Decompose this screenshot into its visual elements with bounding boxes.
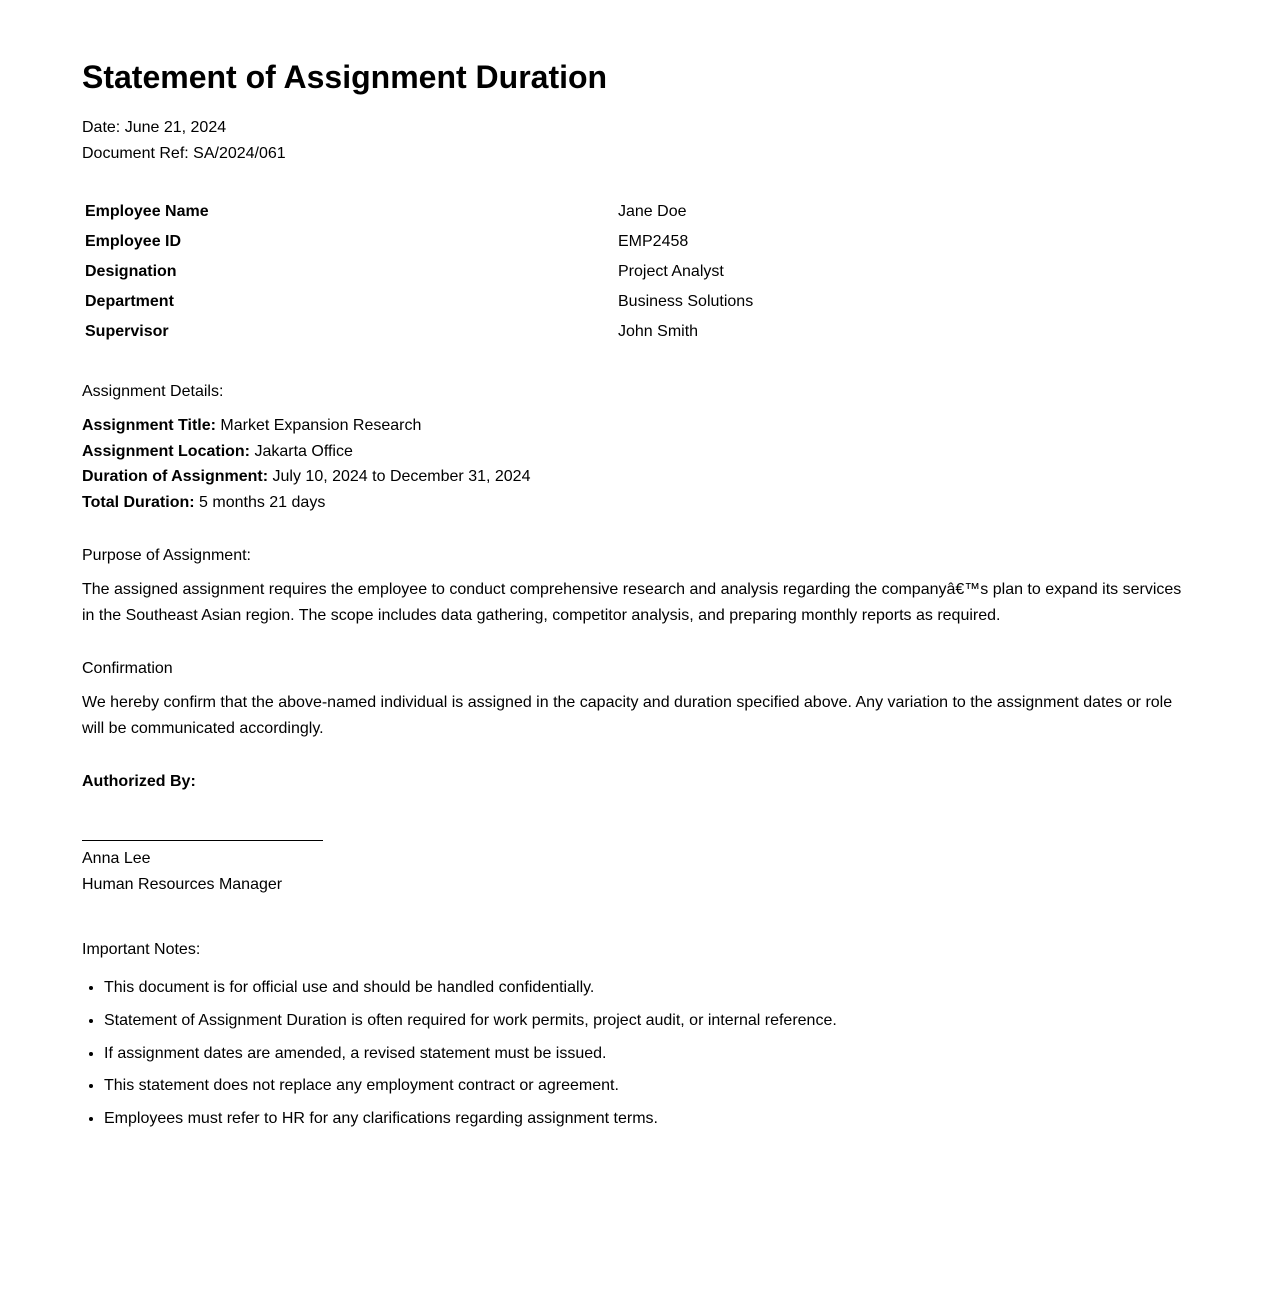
purpose-heading: Purpose of Assignment: xyxy=(82,547,251,564)
assignment-title-value: Market Expansion Research xyxy=(215,417,422,434)
designation-label: Designation xyxy=(85,263,177,280)
table-row xyxy=(85,257,1189,287)
assignment-duration-label: Duration of Assignment: xyxy=(82,468,269,486)
assignment-location-line xyxy=(82,439,530,465)
signer-block xyxy=(82,846,282,897)
list-item: • Statement of Assignment Duration is often required for work permits, project audit, or internal reference. xyxy=(104,1010,837,1032)
assignment-title-label: Assignment Title: xyxy=(82,417,216,434)
assignment-duration-value: July 10, 2024 to December 31, 2024 xyxy=(268,468,531,486)
employee-name-value: Jane Doe xyxy=(618,203,687,220)
signer-title: Human Resources Manager xyxy=(82,875,283,893)
confirmation-heading: Confirmation xyxy=(82,660,173,677)
employee-info-table xyxy=(82,197,1192,347)
assignment-title-line xyxy=(82,413,530,439)
employee-id-value: EMP2458 xyxy=(618,233,689,250)
signature-line xyxy=(82,840,323,841)
list-item: • Employees must refer to HR for any clarifications regarding assignment terms. xyxy=(104,1108,837,1130)
authorized-by-heading: Authorized By: xyxy=(82,773,196,790)
assignment-details xyxy=(82,413,530,516)
important-notes-heading: Important Notes: xyxy=(82,941,201,958)
designation-value: Project Analyst xyxy=(618,263,724,280)
confirmation-text: We hereby confirm that the above-named individual is assigned in the capacity and duration specified above. Any variation to the assignment dates or role will be communicated accordingly. xyxy=(82,694,1173,737)
assignment-location-label: Assignment Location: xyxy=(82,442,251,460)
list-item: • This document is for official use and should be handled confidentially. xyxy=(104,977,837,999)
total-duration-label: Total Duration: xyxy=(82,494,195,512)
assignment-location-value: Jakarta Office xyxy=(250,442,353,460)
list-item: • If assignment dates are amended, a revised statement must be issued. xyxy=(104,1043,837,1065)
employee-id-label: Employee ID xyxy=(85,233,182,250)
table-row xyxy=(85,227,1189,257)
purpose-text: The assigned assignment requires the employee to conduct comprehensive research and analysis regarding the companyâ€™s plan to expand its services in the Southeast Asian region. The scope includes data gathering, competitor analysis, and preparing monthly reports as required. xyxy=(82,581,1182,624)
signer-name: Anna Lee xyxy=(82,850,151,867)
document-date: Date: June 21, 2024 xyxy=(82,119,227,136)
document-meta xyxy=(82,115,286,167)
assignment-details-heading: Assignment Details: xyxy=(82,383,224,400)
department-label: Department xyxy=(85,293,174,310)
table-row xyxy=(85,287,1189,317)
total-duration-value: 5 months 21 days xyxy=(194,494,326,512)
document-ref: Document Ref: SA/2024/061 xyxy=(82,145,286,162)
document-title: Statement of Assignment Duration xyxy=(82,59,608,95)
table-row xyxy=(85,317,1189,347)
supervisor-label: Supervisor xyxy=(85,323,169,340)
supervisor-value: John Smith xyxy=(618,323,699,340)
total-duration-line xyxy=(82,490,530,516)
list-item: • This statement does not replace any employment contract or agreement. xyxy=(104,1075,837,1097)
department-value: Business Solutions xyxy=(618,293,754,310)
important-notes-list xyxy=(82,977,837,1141)
assignment-duration-line xyxy=(82,464,530,490)
employee-name-label: Employee Name xyxy=(85,203,209,220)
table-row xyxy=(85,197,1189,227)
